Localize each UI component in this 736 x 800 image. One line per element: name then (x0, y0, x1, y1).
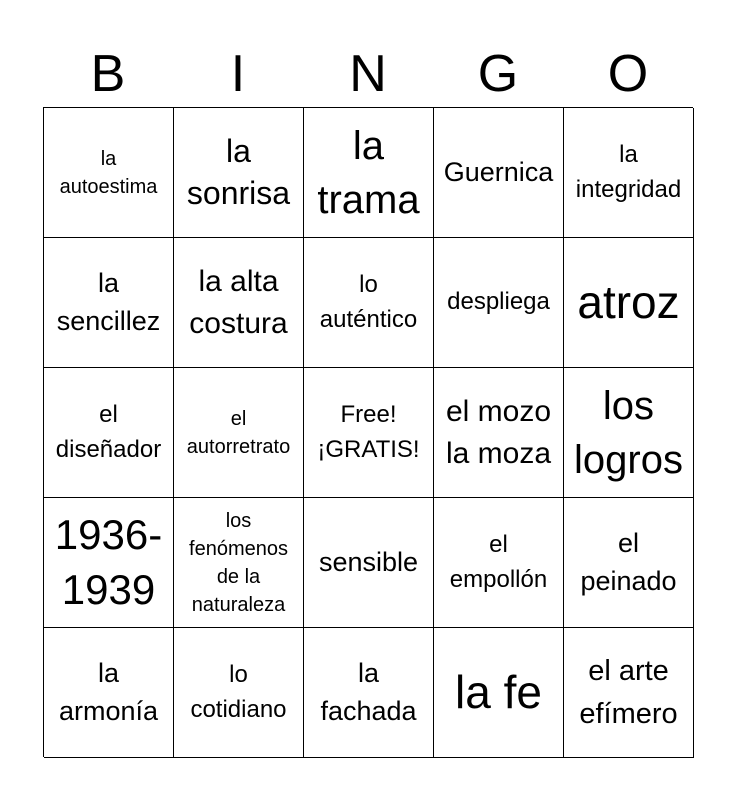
bingo-cell-r5-c1[interactable] (44, 628, 174, 758)
cell-label: el empollón (449, 530, 548, 593)
cell-label: el diseñador (55, 400, 162, 463)
cell-label: lo cotidiano (190, 660, 287, 723)
bingo-cell-r2-c2[interactable] (174, 238, 304, 368)
bingo-cell-r4-c4[interactable] (434, 498, 564, 628)
bingo-header (43, 40, 693, 108)
bingo-cell-r1-c3[interactable] (304, 108, 434, 238)
header-letter-i: I (230, 45, 246, 103)
bingo-board (43, 107, 693, 757)
bingo-cell-r2-c4[interactable] (434, 238, 564, 368)
bingo-cell-r5-c3[interactable] (304, 628, 434, 758)
bingo-cell-r4-c1[interactable] (44, 498, 174, 628)
bingo-cell-r1-c2[interactable] (174, 108, 304, 238)
cell-label: el mozo la moza (445, 394, 552, 470)
bingo-cell-r3-c4[interactable] (434, 368, 564, 498)
bingo-cell-r4-c5[interactable] (564, 498, 694, 628)
header-letter-b: B (90, 45, 126, 103)
bingo-cell-r3-c1[interactable] (44, 368, 174, 498)
header-letter-g: G (477, 45, 519, 103)
cell-label: la sonrisa (186, 132, 291, 211)
bingo-cell-r3-c3[interactable] (304, 368, 434, 498)
bingo-cell-r5-c4[interactable] (434, 628, 564, 758)
cell-label: la armonía (58, 657, 159, 726)
bingo-cell-r3-c5[interactable] (564, 368, 694, 498)
cell-label: los logros (574, 383, 683, 482)
cell-label: la integridad (575, 140, 682, 203)
bingo-cell-r5-c5[interactable] (564, 628, 694, 758)
cell-label: despliega (447, 288, 550, 316)
bingo-cell-r1-c5[interactable] (564, 108, 694, 238)
cell-label: la trama (317, 123, 420, 222)
cell-label: Guernica (443, 156, 554, 187)
header-letter-n: N (349, 45, 387, 103)
header-letter-o: O (607, 45, 649, 103)
cell-label: sensible (318, 546, 419, 577)
cell-label: 1936- 1939 (54, 510, 163, 613)
cell-label: los fenómenos de la naturaleza (189, 509, 288, 616)
cell-label: el autorretrato (186, 407, 291, 458)
bingo-cell-r2-c1[interactable] (44, 238, 174, 368)
cell-label: el arte efímero (579, 655, 678, 730)
cell-label: Free! ¡GRATIS! (317, 400, 420, 463)
bingo-cell-r3-c2[interactable] (174, 368, 304, 498)
bingo-cell-r4-c2[interactable] (174, 498, 304, 628)
bingo-cell-r1-c1[interactable] (44, 108, 174, 238)
cell-label: la alta costura (189, 264, 288, 340)
cell-label: la autoestima (59, 147, 158, 198)
cell-label: lo auténtico (319, 270, 418, 333)
cell-label: la sencillez (56, 267, 161, 336)
cell-label: el peinado (580, 527, 677, 596)
bingo-cell-r2-c3[interactable] (304, 238, 434, 368)
cell-label: la fachada (320, 657, 417, 726)
cell-label: la fe (455, 665, 542, 718)
bingo-cell-r4-c3[interactable] (304, 498, 434, 628)
bingo-cell-r5-c2[interactable] (174, 628, 304, 758)
cell-label: atroz (577, 275, 680, 328)
bingo-cell-r2-c5[interactable] (564, 238, 694, 368)
bingo-cell-r1-c4[interactable] (434, 108, 564, 238)
